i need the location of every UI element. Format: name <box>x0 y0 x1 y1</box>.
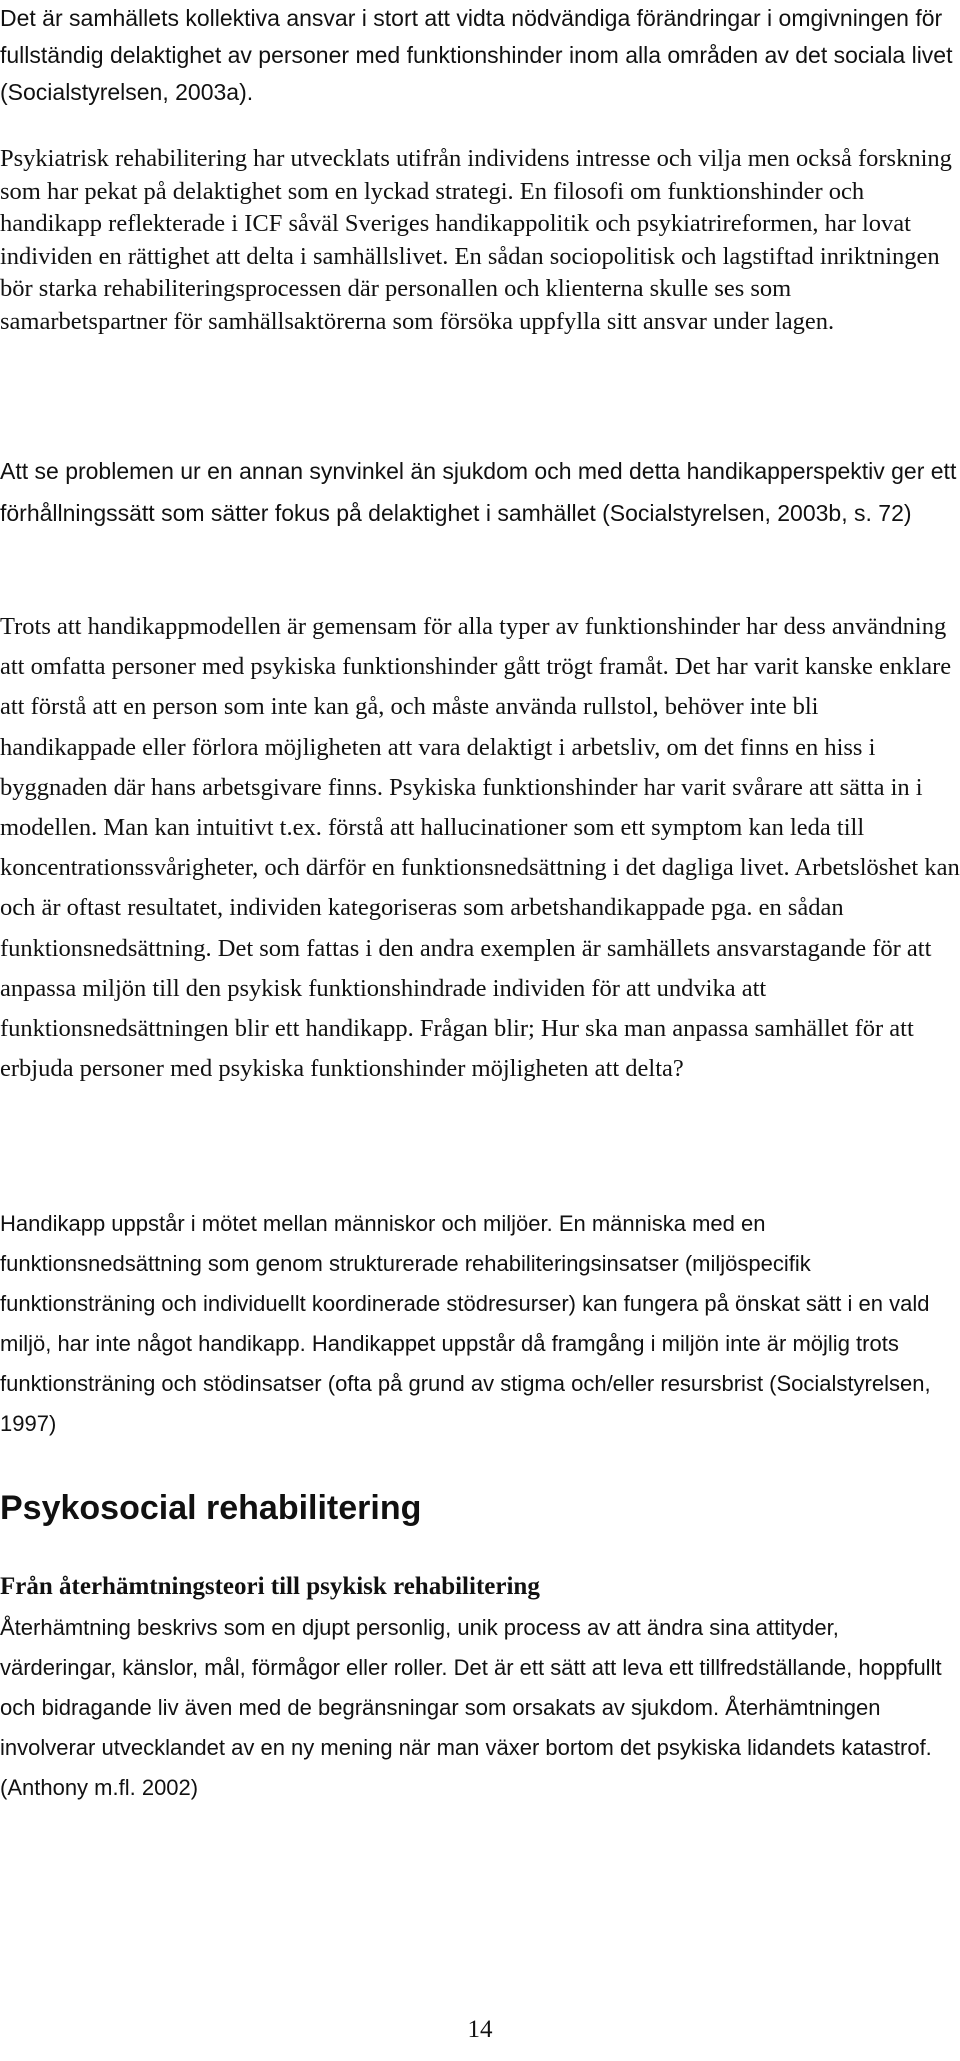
paragraph-disability-model: Trots att handikappmodellen är gemensam för alla typer av funktionshinder har dess användning att omfatta personer med psykiska funktionshinder gått trögt framåt. Det har varit kanske enklare att förstå att en person som inte kan gå, och måste använda rullstol, behöver inte bli handikappade eller förlora möjligheten att vara delaktigt i arbetsliv, om det finns en hiss i byggnaden där hans arbetsgivare finns. Psykiska funktionshinder har varit svårare att sätta in i modellen. Man kan intuitivt t.ex. förstå att hallucinationer som ett symptom kan leda till koncentrationssvårigheter, och därför en funktionsnedsättning i det dagliga livet. Arbetslöshet kan och är oftast resultatet, individen kategoriseras som arbetshandikappade pga. en sådan funktionsnedsättning. Det som fattas i den andra exemplen är samhällets ansvarstagande för att anpassa miljön till den psykisk funktionshindrade individen för att undvika att funktionsnedsättningen blir ett handikapp. Frågan blir; Hur ska man anpassa samhället för att erbjuda personer med psykiska funktionshinder möjligheten att delta? <box>0 613 960 1083</box>
section-heading: Psykosocial rehabilitering <box>0 1489 422 1527</box>
paragraph-societal-responsibility: Det är samhällets kollektiva ansvar i stort att vidta nödvändiga förändringar i omgivningen för fullständig delaktighet av personer med funktionshinder inom alla områden av det sociala livet (Socialstyrelsen, 2003a). <box>0 5 953 105</box>
paragraph-recovery: Återhämtning beskrivs som en djupt personlig, unik process av att ändra sina attityder, värderingar, känslor, mål, förmågor eller roller. Det är ett sätt att leva ett tillfredställande, hoppfullt och bidragande liv även med de begränsningar som orsakats av sjukdom. Återhämtningen involverar utvecklandet av en ny mening när man växer bortom det psykiska lidandets katastrof. (Anthony m.fl. 2002) <box>0 1615 942 1800</box>
subsection-heading: Från återhämtningsteori till psykisk rehabilitering <box>0 1573 540 1600</box>
paragraph-disability-perspective: Att se problemen ur en annan synvinkel än sjukdom och med detta handikapperspektiv ger ett förhållningssätt som sätter fokus på delaktighet i samhället (Socialstyrelsen, 2003b, s. 72) <box>0 458 957 526</box>
paragraph-handicap-environment: Handikapp uppstår i mötet mellan människor och miljöer. En människa med en funktionsnedsättning som genom strukturerade rehabiliteringsinsatser (miljöspecifik funktionsträning och individuellt koordinerade stödresurser) kan fungera på önskat sätt i en vald miljö, har inte något handikapp. Handikappet uppstår då framgång i miljön inte är möjlig trots funktionsträning och stödinsatser (ofta på grund av stigma och/eller resursbrist (Socialstyrelsen, 1997) <box>0 1211 931 1436</box>
paragraph-psychiatric-rehabilitation: Psykiatrisk rehabilitering har utvecklats utifrån individens intresse och vilja men också forskning som har pekat på delaktighet som en lyckad strategi. En filosofi om funktionshinder och handikapp reflekterade i ICF såväl Sveriges handikappolitik och psykiatrireformen, har lovat individen en rättighet att delta i samhällslivet. En sådan sociopolitisk och lagstiftad inriktningen bör starka rehabiliteringsprocessen där personallen och klienterna skulle ses som samarbetspartner för samhällsaktörerna som försöka uppfylla sitt ansvar under lagen. <box>0 145 952 335</box>
page-number: 14 <box>467 2016 493 2043</box>
